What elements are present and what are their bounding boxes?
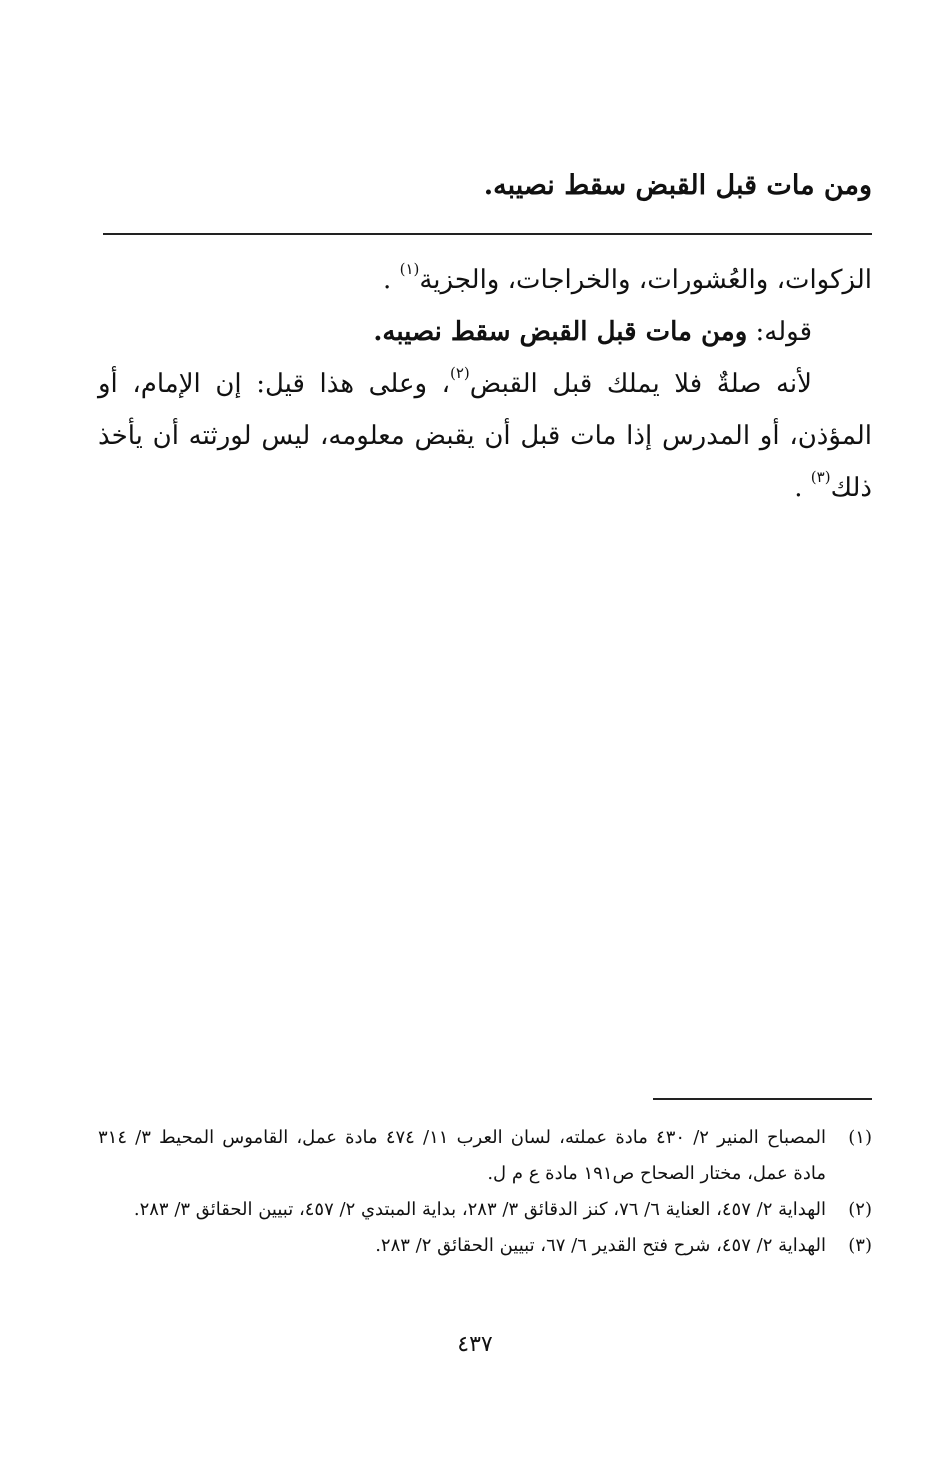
footnote bbox=[98, 1228, 872, 1264]
footnote-rule bbox=[653, 1098, 872, 1100]
footnote bbox=[98, 1120, 872, 1192]
paragraph-text: ، وعلى هذا قيل: إن الإمام، أو المؤذن، أو المدرس إذا مات قبل أن يقبض معلومه، ليس لورثته أن يأخذ ذلك bbox=[98, 369, 872, 503]
footnote-ref[interactable]: (١) bbox=[399, 260, 420, 278]
footnote-number: (٢) bbox=[848, 1199, 872, 1220]
running-title: ومن مات قبل القبض سقط نصيبه. bbox=[483, 170, 872, 201]
footnote-text: الهداية ٢/ ٤٥٧، العناية ٦/ ٧٦، كنز الدقائق ٣/ ٢٨٣، بداية المبتدي ٢/ ٤٥٧، تبيين الحقائق ٣/ ٢٨٣. bbox=[133, 1199, 826, 1220]
quote-intro: قوله: bbox=[747, 317, 812, 347]
page-number: ٤٣٧ bbox=[457, 1332, 493, 1357]
text-line-content: الزكوات، والعُشورات، والخراجات، والجزية bbox=[419, 265, 872, 295]
footnote-ref[interactable]: (٣) bbox=[810, 468, 831, 486]
footnote-text: المصباح المنير ٢/ ٤٣٠ مادة عملته، لسان العرب ١١/ ٤٧٤ مادة عمل، القاموس المحيط ٣/ ٣١٤ مادة عمل، مختار الصحاح ص١٩١ مادة ع م ل. bbox=[98, 1127, 826, 1184]
header-rule bbox=[103, 233, 872, 235]
footnotes bbox=[98, 1120, 872, 1264]
commentary-paragraph bbox=[98, 358, 872, 514]
line-end-punct: . bbox=[383, 265, 392, 295]
footnote-text: الهداية ٢/ ٤٥٧، شرح فتح القدير ٦/ ٦٧، تبيين الحقائق ٢/ ٢٨٣. bbox=[375, 1235, 826, 1256]
footnote-number: (٣) bbox=[848, 1235, 872, 1256]
main-text bbox=[98, 254, 872, 514]
paragraph-text: لأنه صلةٌ فلا يملك قبل القبض bbox=[469, 369, 812, 399]
paragraph-end-punct: . bbox=[794, 473, 803, 503]
quote-text: ومن مات قبل القبض سقط نصيبه. bbox=[373, 317, 748, 347]
footnote-ref[interactable]: (٢) bbox=[450, 364, 470, 382]
text-line bbox=[98, 254, 872, 306]
footnote-number: (١) bbox=[848, 1127, 872, 1148]
footnote bbox=[98, 1192, 872, 1228]
quoted-statement bbox=[98, 306, 872, 358]
